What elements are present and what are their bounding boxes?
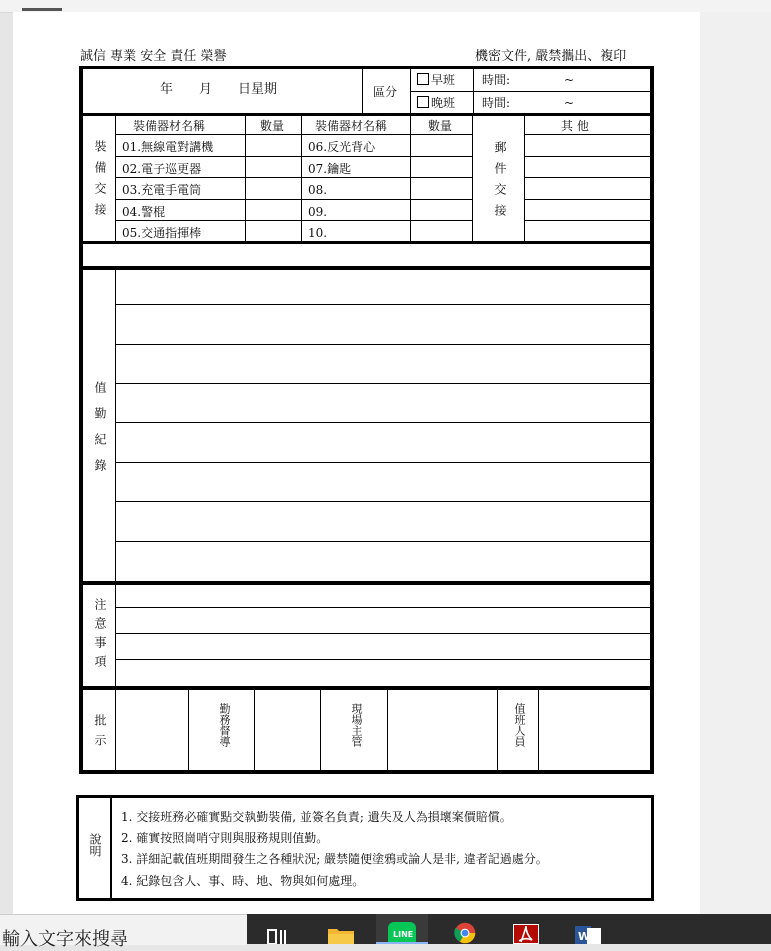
supervisor-label: 勤務督導 <box>218 703 231 747</box>
equipment-item: 04.警棍 <box>122 205 166 219</box>
morning-shift-checkbox[interactable] <box>417 73 429 85</box>
zone-label: 區分 <box>373 85 398 99</box>
sep-notes <box>79 686 654 690</box>
col-equipment-name-1: 裝備器材名稱 <box>133 119 206 133</box>
notes-label: 注意事項 <box>93 598 107 674</box>
values-motto: 誠信 專業 安全 責任 榮譽 <box>80 49 227 64</box>
col-quantity-1: 數量 <box>260 119 285 133</box>
taskbar-search-placeholder: 輸入文字來搜尋 <box>2 929 128 950</box>
equipment-handover-label: 裝備交接 <box>93 140 107 224</box>
date-month: 月 <box>199 82 213 97</box>
form-border-left <box>79 66 83 774</box>
word-icon-label: W <box>578 930 591 943</box>
instruction-item: 4. 紀錄包含人、事、時、地、物與如何處理。 <box>121 874 365 888</box>
night-shift-checkbox[interactable] <box>417 96 429 108</box>
sep-top <box>79 113 654 116</box>
tab-indicator <box>22 8 62 11</box>
form-border-top <box>79 66 654 69</box>
instruction-item: 3. 詳細記載值班期間發生之各種狀況; 嚴禁隨便塗鴉或論人是非, 違者記過處分。 <box>121 852 548 866</box>
col-other: 其 他 <box>561 119 589 133</box>
site-manager-label: 現場主管 <box>350 703 363 747</box>
line-icon <box>388 922 416 944</box>
date-day-weekday: 日星期 <box>238 82 278 97</box>
time-label-morning: 時間: <box>482 73 511 87</box>
form-border-bottom <box>79 770 654 774</box>
equipment-item: 06.反光背心 <box>308 140 376 154</box>
time-sep-morning: ~ <box>564 73 575 87</box>
task-view-icon[interactable] <box>265 924 289 946</box>
equipment-item: 10. <box>308 226 328 240</box>
equipment-item: 08. <box>308 183 328 197</box>
chrome-icon[interactable] <box>450 922 476 944</box>
sep-log <box>79 581 654 585</box>
col-quantity-2: 數量 <box>428 119 453 133</box>
equipment-item: 09. <box>308 205 328 219</box>
form-border-right <box>650 66 654 774</box>
sep-equipment <box>79 241 654 244</box>
equipment-item: 05.交通指揮棒 <box>122 226 202 240</box>
equipment-item: 07.鑰匙 <box>308 162 352 176</box>
sep-blank <box>79 266 654 270</box>
date-year: 年 <box>160 82 174 97</box>
equipment-item: 02.電子巡更器 <box>122 162 202 176</box>
time-sep-night: ~ <box>564 96 575 110</box>
morning-shift-label: 早班 <box>431 73 456 87</box>
document-side-area <box>700 12 771 914</box>
equipment-item: 01.無線電對講機 <box>122 140 214 154</box>
taskbar-search-box[interactable] <box>0 914 247 950</box>
acrobat-icon[interactable] <box>513 922 539 944</box>
instruction-item: 1. 交接班務必確實點交執勤裝備, 並簽名負責; 遺失及人為損壞案價賠償。 <box>121 810 512 824</box>
time-label-night: 時間: <box>482 96 511 110</box>
approval-label: 批示 <box>93 714 107 754</box>
instructions-label: 說明 <box>88 833 102 857</box>
file-explorer-icon[interactable] <box>327 922 353 944</box>
word-icon[interactable] <box>575 922 601 944</box>
line-icon-label: LINE <box>393 930 414 939</box>
line-app-button[interactable] <box>376 914 428 944</box>
col-equipment-name-2: 裝備器材名稱 <box>315 119 388 133</box>
confidential-notice: 機密文件, 嚴禁攜出、複印 <box>475 49 627 64</box>
duty-staff-label: 值班人員 <box>513 703 526 747</box>
night-shift-label: 晚班 <box>431 96 456 110</box>
equipment-item: 03.充電手電筒 <box>122 183 202 197</box>
mail-handover-label: 郵件交接 <box>493 141 507 225</box>
instruction-item: 2. 確實按照崗哨守則與服務規則值勤。 <box>121 831 329 845</box>
duty-log-label: 值勤紀錄 <box>93 381 107 485</box>
